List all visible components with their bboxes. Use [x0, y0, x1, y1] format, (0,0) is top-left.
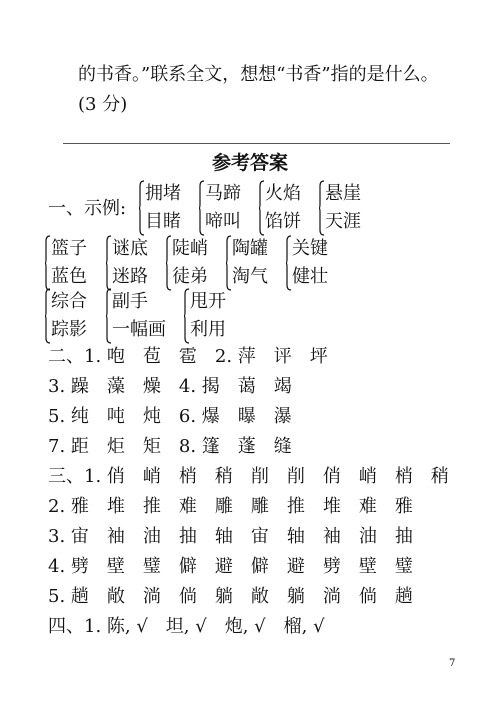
- word-pair: [226, 235, 268, 291]
- question-score: (3 分): [78, 94, 128, 115]
- word-pair: [45, 235, 87, 291]
- pair-word-top: 陡峭: [172, 238, 208, 259]
- word-pair: [319, 180, 361, 236]
- section3-line: 3. 宙 袖 油 抽 轴 宙 轴 袖 油 抽: [48, 526, 413, 547]
- brace-icon: [319, 180, 325, 236]
- pair-word-bottom: 啼叫: [205, 211, 241, 232]
- pair-word-bottom: 淘气: [232, 266, 268, 287]
- pair-word-bottom: 馅饼: [265, 211, 301, 232]
- section2-line: 7. 距 炬 矩 8. 篷 蓬 缝: [48, 436, 292, 457]
- brace-icon: [106, 235, 112, 291]
- section1-label: 一、示例:: [48, 198, 127, 219]
- word-pair: [106, 235, 148, 291]
- pair-word-bottom: 一幅画: [112, 319, 166, 340]
- pair-word-bottom: 蓝色: [51, 266, 87, 287]
- word-pair: [199, 180, 241, 236]
- section2-line: 3. 躁 藻 燥 4. 揭 蔼 竭: [48, 376, 292, 397]
- brace-icon: [286, 235, 292, 291]
- pair-word-top: 综合: [51, 291, 87, 312]
- pair-word-top: 甩开: [190, 291, 226, 312]
- word-pair: [166, 235, 208, 291]
- word-pair: [139, 180, 181, 236]
- brace-icon: [259, 180, 265, 236]
- pair-word-top: 马蹄: [205, 183, 241, 204]
- brace-icon: [106, 288, 112, 344]
- question-text-line: 的书香。”联系全文，想想“书香”指的是什么。: [78, 64, 439, 85]
- pair-word-top: 谜底: [112, 238, 148, 259]
- pair-word-bottom: 健壮: [292, 266, 328, 287]
- brace-icon: [199, 180, 205, 236]
- pair-word-bottom: 踪影: [51, 319, 87, 340]
- pair-word-bottom: 迷路: [112, 266, 148, 287]
- section3-line: 4. 劈 壁 璧 僻 避 僻 避 劈 壁 璧: [48, 556, 413, 577]
- section4-line: 四、1. 陈, √ 坦, √ 炮, √ 榴, √: [48, 616, 325, 637]
- pair-word-bottom: 目睹: [145, 211, 181, 232]
- word-pair: [184, 288, 226, 344]
- brace-icon: [45, 288, 51, 344]
- answer-line: [63, 143, 450, 144]
- word-pair: [106, 288, 166, 344]
- pair-word-top: 篮子: [51, 238, 87, 259]
- pair-word-top: 副手: [112, 291, 148, 312]
- pair-word-top: 拥堵: [145, 183, 181, 204]
- brace-icon: [184, 288, 190, 344]
- section3-line: 2. 雅 堆 推 难 雕 雕 推 堆 难 雅: [48, 496, 413, 517]
- pair-word-top: 关键: [292, 238, 328, 259]
- page-number: 7: [449, 658, 456, 669]
- section3-line: 5. 趟 敞 淌 倘 躺 敞 躺 淌 倘 趟: [48, 586, 413, 607]
- section2-line: 二、1. 咆 苞 雹 2. 萍 评 坪: [48, 346, 328, 367]
- pair-word-top: 陶罐: [232, 238, 268, 259]
- section2-line: 5. 纯 吨 炖 6. 爆 曝 瀑: [48, 406, 292, 427]
- word-pair: [45, 288, 87, 344]
- word-pair: [286, 235, 328, 291]
- brace-icon: [139, 180, 145, 236]
- pair-word-top: 悬崖: [325, 183, 361, 204]
- brace-icon: [45, 235, 51, 291]
- brace-icon: [166, 235, 172, 291]
- section3-line: 三、1. 俏 峭 梢 稍 削 削 俏 峭 梢 稍: [48, 466, 449, 487]
- brace-icon: [226, 235, 232, 291]
- pair-word-bottom: 利用: [190, 319, 226, 340]
- pair-word-bottom: 徒弟: [172, 266, 208, 287]
- answers-heading: 参考答案: [211, 152, 288, 174]
- pair-word-bottom: 天涯: [325, 211, 361, 232]
- word-pair: [259, 180, 301, 236]
- pair-word-top: 火焰: [265, 183, 301, 204]
